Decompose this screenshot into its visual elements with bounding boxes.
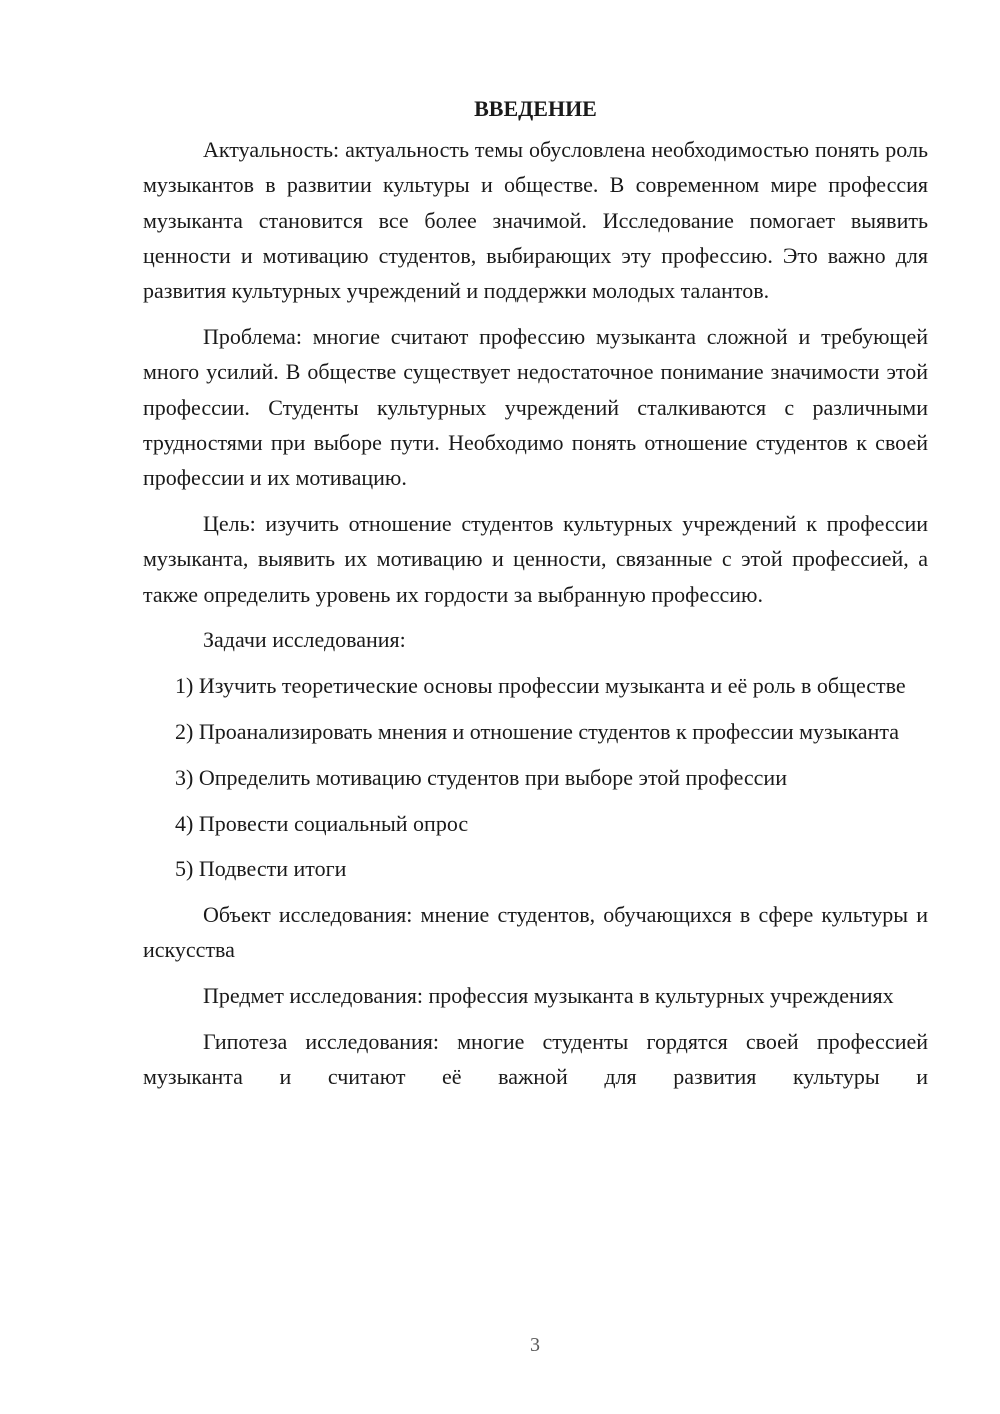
object-paragraph: Объект исследования: мнение студентов, обучающихся в сфере культуры и искусства (143, 902, 928, 963)
hypothesis-paragraph: Гипотеза исследования: многие студенты гордятся своей профессией музыканта и считают её важной для развития культуры и (143, 1029, 928, 1090)
task-item-5: 5) Подвести итоги (175, 856, 347, 882)
subject-paragraph: Предмет исследования: профессия музыканта в культурных учреждениях (203, 983, 894, 1009)
task-item-3: 3) Определить мотивацию студентов при выборе этой профессии (175, 764, 787, 790)
task-item-4: 4) Провести социальный опрос (175, 810, 469, 836)
relevance-paragraph: Актуальность: актуальность темы обусловлена необходимостью понять роль музыкантов в развитии культуры и обществе. В современном мире профессия музыканта становится все более значимой. Исследование помогает выявить ценности и мотивацию студентов, выбирающих эту профессию. Это важно для развития культурных учреждений и поддержки молодых талантов. (143, 137, 928, 304)
tasks-heading: Задачи исследования: (203, 627, 406, 653)
page-number: 3 (530, 1334, 540, 1356)
problem-paragraph: Проблема: многие считают профессию музыканта сложной и требующей много усилий. В обществе существует недостаточное понимание значимости этой профессии. Студенты культурных учреждений сталкиваются с различными трудностями при выборе пути. Необходимо понять отношение студентов к своей профессии и их мотивацию. (143, 323, 928, 491)
task-item-1: 1) Изучить теоретические основы профессии музыканта и её роль в обществе (175, 673, 906, 699)
goal-paragraph: Цель: изучить отношение студентов культурных учреждений к профессии музыканта, выявить их мотивацию и ценности, связанные с этой профессией, а также определить уровень их гордости за выбранную профессию. (143, 510, 928, 607)
task-item-2: 2) Проанализировать мнения и отношение студентов к профессии музыканта (175, 718, 900, 744)
section-title: ВВЕДЕНИЕ (474, 96, 597, 121)
document-page (143, 90, 928, 1095)
